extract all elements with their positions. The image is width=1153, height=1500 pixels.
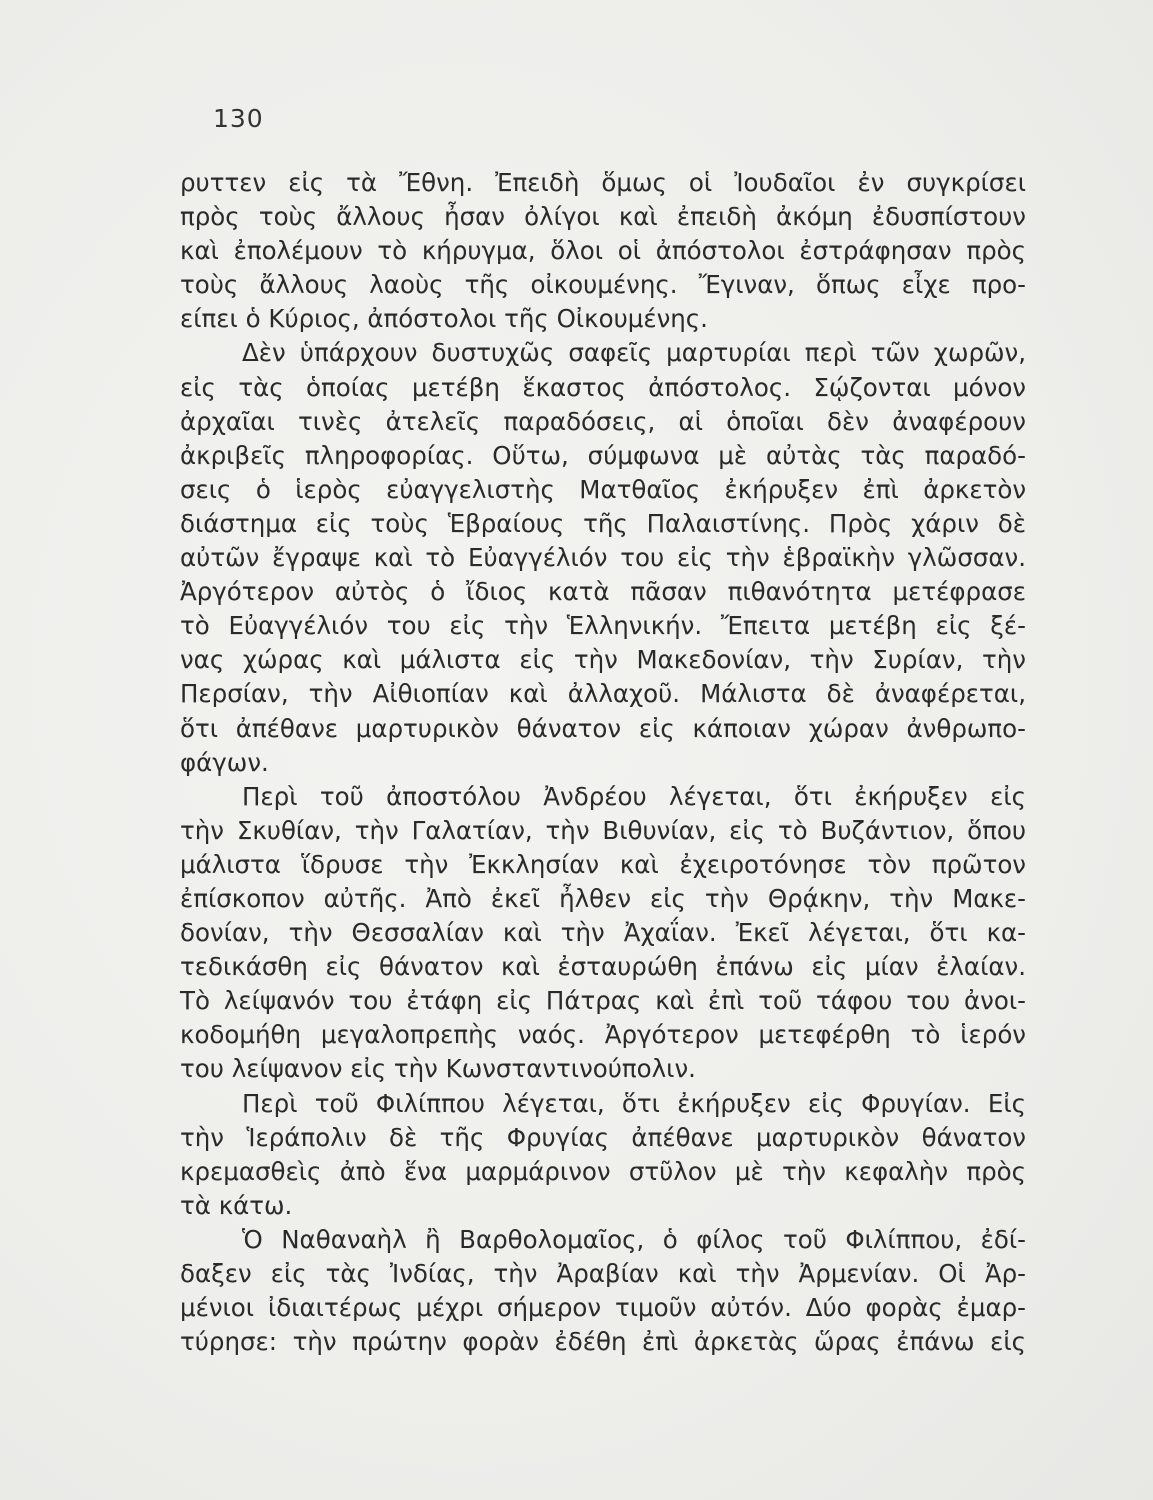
text-line: Περσίαν, τὴν Αἰθιοπίαν καὶ ἀλλαχοῦ. Μάλιστα δὲ ἀναφέρεται, (180, 679, 1026, 709)
text-line: τὸ Εὐαγγέλιόν του εἰς τὴν Ἑλληνικήν. Ἔπειτα μετέβη εἰς ξέ- (180, 611, 1026, 641)
text-line: τὴν Ἱεράπολιν δὲ τῆς Φρυγίας ἀπέθανε μαρτυρικὸν θάνατον (180, 1122, 1026, 1152)
text-line: τὴν Σκυθίαν, τὴν Γαλατίαν, τὴν Βιθυνίαν, εἰς τὸ Βυζάντιον, ὅπου (180, 815, 1026, 845)
text-line: διάστημα εἰς τοὺς Ἑβραίους τῆς Παλαιστίνης. Πρὸς χάριν δὲ (180, 508, 1026, 538)
text-line: τὰ κάτω. (180, 1190, 293, 1220)
text-line: Ἀργότερον αὐτὸς ὁ ἴδιος κατὰ πᾶσαν πιθανότητα μετέφρασε (180, 577, 1026, 607)
text-line: καὶ ἐπολέμουν τὸ κήρυγμα, ὅλοι οἱ ἀπόστολοι ἐστράφησαν πρὸς (180, 236, 1026, 266)
text-line: ἀρχαῖαι τινὲς ἀτελεῖς παραδόσεις, αἱ ὁποῖαι δὲν ἀναφέρουν (180, 406, 1026, 436)
text-line: Ὁ Ναθαναὴλ ἢ Βαρθολομαῖος, ὁ φίλος τοῦ Φιλίππου, ἐδί- (242, 1224, 1026, 1254)
text-line: δαξεν εἰς τὰς Ἰνδίας, τὴν Ἀραβίαν καὶ τὴν Ἀρμενίαν. Οἱ Ἀρ- (180, 1259, 1026, 1288)
text-line: είπει ὁ Κύριος, ἀπόστολοι τῆς Οἰκουμένης. (180, 304, 708, 334)
text-line: κοδομήθη μεγαλοπρεπὴς ναός. Ἀργότερον μετεφέρθη τὸ ἱερόν (180, 1020, 1026, 1050)
text-line: τοὺς ἄλλους λαοὺς τῆς οἰκουμένης. Ἔγιναν, ὅπως εἶχε προ- (180, 270, 1026, 300)
text-line: ὅτι ἀπέθανε μαρτυρικὸν θάνατον εἰς κάποιαν χώραν ἀνθρωπο- (180, 713, 1026, 743)
text-line: Τὸ λείψανόν του ἐτάφη εἰς Πάτρας καὶ ἐπὶ τοῦ τάφου του ἀνοι- (180, 986, 1026, 1016)
text-line: Περὶ τοῦ Φιλίππου λέγεται, ὅτι ἐκήρυξεν εἰς Φρυγίαν. Εἰς (242, 1088, 1026, 1118)
text-line: κρεμασθεὶς ἀπὸ ἕνα μαρμάρινον στῦλον μὲ τὴν κεφαλὴν πρὸς (180, 1156, 1026, 1186)
text-line: εἰς τὰς ὁποίας μετέβη ἕκαστος ἀπόστολος. Σῴζονται μόνον (180, 372, 1026, 402)
text-line: ἐπίσκοπον αὐτῆς. Ἀπὸ ἐκεῖ ἦλθεν εἰς τὴν Θρᾴκην, τὴν Μακε- (180, 883, 1026, 913)
text-line: τύρησε: τὴν πρώτην φορὰν ἐδέθη ἐπὶ ἀρκετὰς ὥρας ἐπάνω εἰς (180, 1327, 1026, 1357)
page-number: 130 (213, 104, 264, 133)
text-line: σεις ὁ ἱερὸς εὐαγγελιστὴς Ματθαῖος ἐκήρυξεν ἐπὶ ἀρκετὸν (180, 474, 1026, 504)
text-line: αὐτῶν ἔγραψε καὶ τὸ Εὐαγγέλιόν του εἰς τὴν ἑβραϊκὴν γλῶσσαν. (180, 543, 1026, 573)
text-line: φάγων. (180, 747, 269, 777)
text-line: μάλιστα ἵδρυσε τὴν Ἐκκλησίαν καὶ ἐχειροτόνησε τὸν πρῶτον (180, 849, 1026, 879)
text-line: Περὶ τοῦ ἀποστόλου Ἀνδρέου λέγεται, ὅτι ἐκήρυξεν εἰς (242, 781, 1026, 811)
text-line: δονίαν, τὴν Θεσσαλίαν καὶ τὴν Ἀχαΐαν. Ἐκεῖ λέγεται, ὅτι κα- (180, 918, 1026, 948)
text-line: μένιοι ἰδιαιτέρως μέχρι σήμερον τιμοῦν αὐτόν. Δύο φορὰς ἐμαρ- (180, 1293, 1026, 1323)
body-text (180, 166, 1026, 1359)
text-line: τεδικάσθη εἰς θάνατον καὶ ἐσταυρώθη ἐπάνω εἰς μίαν ἐλαίαν. (180, 952, 1026, 982)
text-line: ἀκριβεῖς πληροφορίας. Οὕτω, σύμφωνα μὲ αὐτὰς τὰς παραδό- (180, 440, 1026, 470)
text-line: του λείψανον εἰς τὴν Κωνσταντινούπολιν. (180, 1054, 696, 1084)
text-line: νας χώρας καὶ μάλιστα εἰς τὴν Μακεδονίαν, τὴν Συρίαν, τὴν (180, 645, 1026, 675)
text-line: ρυττεν εἰς τὰ Ἔθνη. Ἐπειδὴ ὅμως οἱ Ἰουδαῖοι ἐν συγκρίσει (180, 168, 1026, 197)
text-line: πρὸς τοὺς ἄλλους ἦσαν ὀλίγοι καὶ ἐπειδὴ ἀκόμη ἐδυσπίστουν (180, 202, 1026, 232)
text-line: Δὲν ὑπάρχουν δυστυχῶς σαφεῖς μαρτυρίαι περὶ τῶν χωρῶν, (242, 338, 1026, 368)
